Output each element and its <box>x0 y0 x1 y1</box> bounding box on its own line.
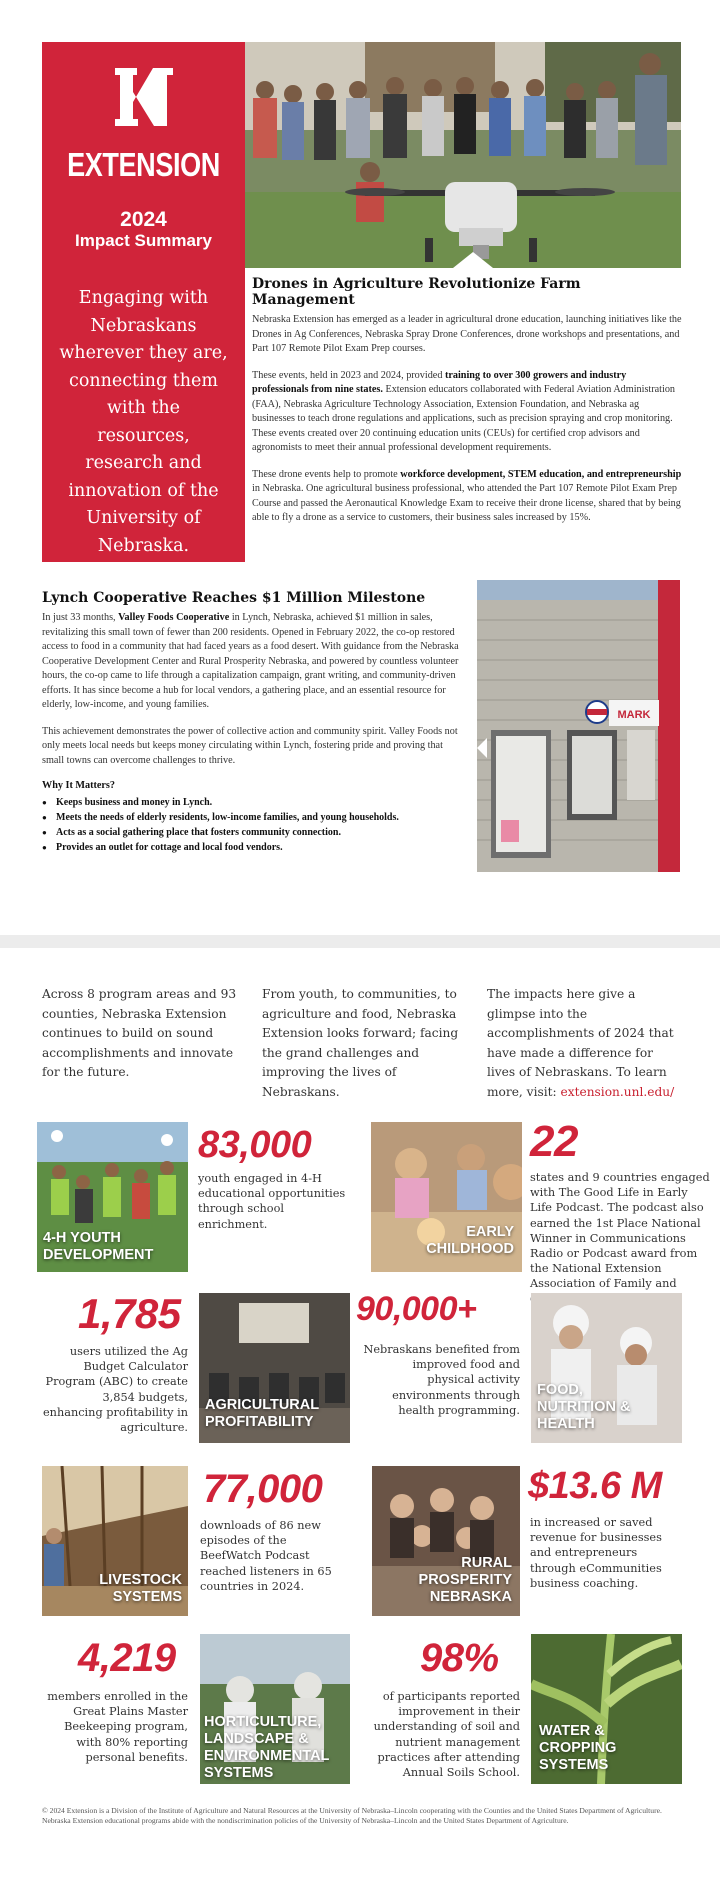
brand-name: EXTENSION <box>67 146 220 183</box>
ag-profitability-photo <box>199 1293 350 1443</box>
stat-number: $13.6 M <box>528 1465 662 1507</box>
why-it-matters-heading: Why It Matters? <box>42 780 115 791</box>
lynch-paragraph-2: This achievement demonstrates the power of collective action and community spirit. Valley Foods not only meets local needs but keeps money circulating within Lynch, fostering pride and proving that small towns can overcome challenges to thrive. <box>42 725 458 766</box>
early-childhood-photo <box>371 1122 522 1272</box>
footer-legal: © 2024 Extension is a Division of the Institute of Agriculture and Natural Resources at the University of Nebraska–Lincoln cooperating with the Counties and the United States Department of Agriculture. Nebraska Extension educational programs abide with the nondiscrimination policies of the University of Nebraska–Lincoln and the United States Department of Agriculture. <box>42 1806 662 1825</box>
water-cropping-photo <box>531 1634 682 1784</box>
stat-description: youth engaged in 4-H educational opportunities through school enrichment. <box>198 1172 346 1231</box>
stat-number: 90,000+ <box>356 1290 477 1328</box>
stat-description: members enrolled in the Great Plains Master Beekeeping program, with 80% reporting personal benefits. <box>47 1690 188 1764</box>
list-item: ● Keeps business and money in Lynch. <box>42 795 462 810</box>
stat-label: AGRICULTURAL PROFITABILITY <box>205 1397 320 1430</box>
drones-paragraph-2: These events, held in 2023 and 2024, provided training to over 300 growers and industry professionals from nine states. Extension educators collaborated with Federal Aviation Administration (FAA), Nebraska Agriculture Technology Association, Extension Foundation, and Nebraska ag businesses to teach drone regulations and applications, such as precision spraying and crop monitoring. These events created over 20 continuing education units (CEUs) for certified crop advisors and agronomists to meet their annual professional development requirements. <box>252 369 676 453</box>
drones-paragraph-1: Nebraska Extension has emerged as a leader in agricultural drone education, launching initiatives like the Drones in Ag Conferences, Nebraska Spray Drone Conferences, drone workshops and presentations, and Part 107 Remote Pilot Exam Prep courses. <box>252 314 682 354</box>
lynch-paragraph-1: In just 33 months, Valley Foods Cooperative in Lynch, Nebraska, achieved $1 million in sales, revitalizing this small town of fewer than 200 residents. Opened in February 2022, the co-op restored access to food in a community that had faced years as a food desert. With guidance from the Nebraska Cooperative Development Center and Rural Prosperity Nebraska, and powered by countless volunteer hours, the co-op came to life through a capitalization campaign, grant writing, and community-driven efforts. It has since become a hub for local vendors, a gathering place, and an essential resource for elderly, low-income, and young families. <box>42 612 459 710</box>
drones-paragraph-3: These drone events help to promote workforce development, STEM education, and entrepreneurship in Nebraska. One agricultural business professional, who attended the Part 107 Remote Pilot Exam Prep Course and passed the Aeronautical Knowledge Exam to receive their drone license, shared that by being able to fly a drone as a service to customers, their business sales increased by 15%. <box>252 468 682 523</box>
extension-link[interactable]: extension.unl.edu/ <box>560 1084 675 1099</box>
stat-description: downloads of 86 new episodes of the BeefWatch Podcast reached listeners in 65 countries in 2024. <box>200 1519 332 1593</box>
list-item: ● Meets the needs of elderly residents, low-income families, and young households. <box>42 810 462 825</box>
mission-statement: Engaging with Nebraskans wherever they are, connecting them with the resources, research and innovation of the University of Nebraska. <box>59 288 228 556</box>
summary-year: 2024 <box>120 208 167 231</box>
intro-column-2: From youth, to communities, to agriculture and food, Nebraska Extension looks forward; facing the grand challenges and improving the lives of Nebraskans. <box>262 987 459 1099</box>
stat-label: WATER & CROPPING SYSTEMS <box>539 1723 617 1773</box>
nebraska-n-logo <box>42 62 245 132</box>
lynch-title: Lynch Cooperative Reaches $1 Million Milestone <box>42 590 426 606</box>
livestock-photo <box>42 1466 188 1616</box>
stat-label: EARLY CHILDHOOD <box>426 1224 514 1257</box>
intro-column-3: The impacts here give a glimpse into the accomplishments of 2024 that have made a difference for lives of Nebraskans. To learn more, visit: extension.unl.edu/ <box>487 987 675 1099</box>
drones-article <box>252 276 682 538</box>
stat-label: LIVESTOCK SYSTEMS <box>99 1572 182 1605</box>
store-sign-text: MARK <box>617 709 651 721</box>
valley-foods-store-photo <box>477 580 680 872</box>
food-nutrition-photo <box>531 1293 682 1443</box>
stat-number: 22 <box>530 1117 578 1166</box>
drones-title: Drones in Agriculture Revolutionize Farm Management <box>252 276 581 308</box>
list-item: ● Acts as a social gathering place that fosters community connection. <box>42 825 462 840</box>
stat-number: 1,785 <box>78 1290 181 1337</box>
horticulture-photo <box>200 1634 350 1784</box>
stat-number: 4,219 <box>78 1636 176 1680</box>
summary-title: Impact Summary <box>75 231 212 250</box>
stat-number: 98% <box>420 1636 499 1680</box>
stat-label: HORTICULTURE, LANDSCAPE & ENVIRONMENTAL SYSTEMS <box>204 1714 330 1781</box>
brand-panel <box>42 42 245 562</box>
stat-description: of participants reported improvement in their understanding of soil and nutrient management practices after attending Annual Soils School. <box>373 1690 520 1780</box>
stat-description: states and 9 countries engaged with The Good Life in Early Life Podcast. The podcast also earned the 1st Place National Winner in Communications Radio or Podcast award from the National Extension Association of Family and <box>530 1171 710 1291</box>
stat-number: 83,000 <box>198 1124 312 1166</box>
stat-description: users utilized the Ag Budget Calculator Program (ABC) to create 3,854 budgets, enhancing profitability in agriculture. <box>42 1345 188 1435</box>
stat-label: RURAL PROSPERITY NEBRASKA <box>418 1555 512 1605</box>
stat-label: FOOD, NUTRITION & HEALTH <box>537 1382 631 1432</box>
stat-label: 4-H YOUTH DEVELOPMENT <box>43 1230 154 1263</box>
drone-demo-photo <box>245 42 681 268</box>
stat-description: in increased or saved revenue for businesses and entrepreneurs through eCommunities business coaching. <box>530 1516 662 1590</box>
lynch-article <box>42 590 462 855</box>
rural-prosperity-photo <box>372 1466 520 1616</box>
4h-youth-photo <box>37 1122 188 1272</box>
list-item: ● Provides an outlet for cottage and local food vendors. <box>42 840 462 855</box>
stat-description: Nebraskans benefited from improved food and physical activity environments through health programming. <box>363 1343 520 1417</box>
why-it-matters-list <box>42 795 462 855</box>
stat-number: 77,000 <box>203 1467 323 1511</box>
intro-column-1: Across 8 program areas and 93 counties, Nebraska Extension continues to build on sound accomplishments and innovate for the future. <box>42 987 237 1079</box>
